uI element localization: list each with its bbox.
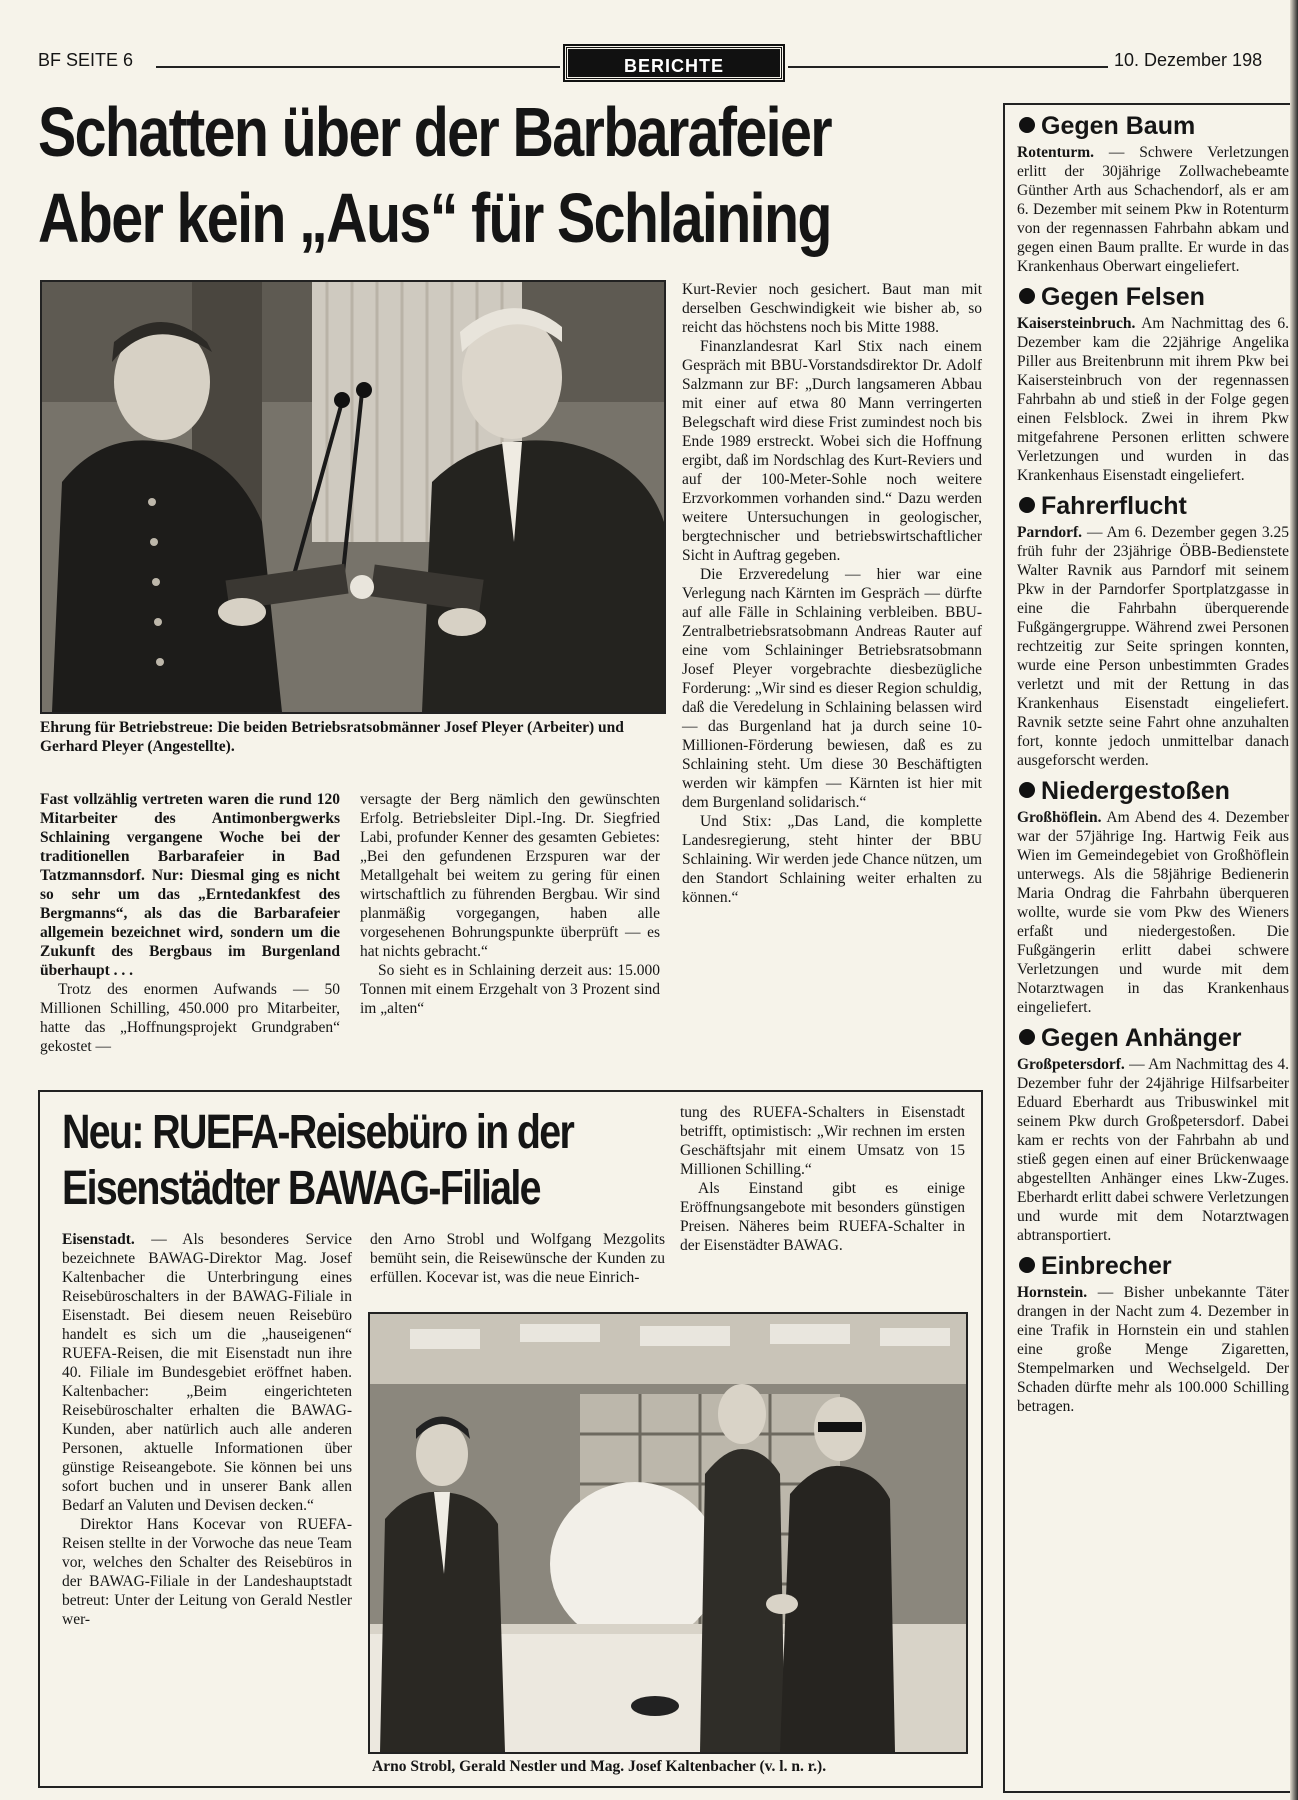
- main-headline-2: Aber kein „Aus“ für Schlaining: [38, 179, 831, 257]
- report-gegen-baum: [1005, 111, 1293, 276]
- report-text: Am Nachmittag des 6. Dezember kam die 22jährige Angelika Piller aus Breitenbrunn mit ihrem Pkw bei Kaisersteinbruch von der regennassen Fahrbahn ab und stieß in der Folge gegen einen Felsblock. Zwei in ihrem Pkw mitgefahrene Personen erlitten schwere Verletzungen und wurden in das Krankenhaus Eisenstadt eingeliefert.: [1017, 315, 1289, 484]
- report-gegen-anhaenger: [1005, 1023, 1293, 1245]
- main-paragraph: Und Stix: „Das Land, die komplette Landesregierung, steht hinter der BBU Schlaining. Wir werden jede Chance nützen, um den Standort Schlaining weiter erhalten zu können.“: [682, 813, 982, 906]
- bullet-icon: [1019, 1029, 1035, 1045]
- main-paragraph: Kurt-Revier noch gesichert. Baut man mit derselben Geschwindigkeit wie bisher ab, so reicht das höchstens noch bis Mitte 1988.: [682, 281, 982, 336]
- main-column-1: [40, 790, 340, 1056]
- bullet-icon: [1019, 1257, 1035, 1273]
- ruefa-headline-2: Eisenstädter BAWAG-Filiale: [62, 1162, 540, 1215]
- header-rule-right: [788, 66, 1108, 68]
- bullet-icon: [1019, 117, 1035, 133]
- report-einbrecher: [1005, 1251, 1293, 1416]
- report-text: — Am Nachmittag des 4. Dezember fuhr der 24jährige Hilfsarbeiter Eduard Eberhardt aus Tribuswinkel mit seinem Pkw durch Großpetersdorf. Dabei kam er rechts von der Fahrbahn ab und stieß gegen einen auf einer Brückenwaage abgestellten Anhänger eines Lkw-Zuges. Eberhardt erlitt dabei schwere Verletzungen und wurde mit dem Notarztwagen abtransportiert.: [1017, 1056, 1289, 1244]
- scan-edge: [1290, 0, 1298, 1800]
- report-text: — Am 6. Dezember gegen 3.25 früh fuhr der 23jährige ÖBB-Bedienstete Walter Ravnik aus Parndorf mit seinem Pkw in der Parndorfer Sportplatzgasse in eine die Fahrbahn überquerende Fußgängergruppe. Während zwei Personen rechtzeitig zur Seite springen konnten, wurde eine Person unbestimmten Grades verletzt und mit der Rettung in das Krankenhaus Eisenstadt eingeliefert. Ravnik setzte seine Fahrt ohne anzuhalten fort, konnte jedoch unmittelbar danach ausgeforscht werden.: [1017, 524, 1290, 769]
- report-gegen-felsen: [1005, 282, 1293, 485]
- ceremony-photo-caption: Ehrung für Betriebstreue: Die beiden Betriebsratsobmänner Josef Pleyer (Arbeiter) und Gerhard Pleyer (Angestellte).: [40, 719, 624, 755]
- report-place: Kaisersteinbruch.: [1017, 315, 1136, 332]
- report-text: — Schwere Verletzungen erlitt der 30jährige Zollwachebeamte Günther Arth aus Schachendorf, als er am 6. Dezember mit seinem Pkw in Rotenturm von der regennassen Fahrbahn abkam und gegen einen Baum prallte. Er wurde in das Krankenhaus Oberwart eingeliefert.: [1017, 144, 1289, 275]
- main-paragraph: Die Erzveredelung — hier war eine Verlegung nach Kärnten im Gespräch — dürfte auf alle Fälle in Schlaining verbleiben. BBU-Zentralbetriebsratsobmann Andreas Rauter auf eine vom Schlaininger Betriebsratsobmann Josef Pleyer vorgebrachte diesbezügliche Forderung: „Wir sind es dieser Region schuldig, daß die Veredelung in Schlaining belassen wird — das Burgenland hat ja durch seine 10-Millionen-Förderung bewiesen, daß es zu Schlaining steht. Um diese 30 Beschäftigten werden wir kämpfen — Kärnten ist hier mit dem Burgenland solidarisch.“: [682, 566, 982, 811]
- header-rule-left: [156, 66, 560, 68]
- bullet-icon: [1019, 288, 1035, 304]
- ceremony-photo: [40, 280, 666, 714]
- ruefa-column-2: [370, 1230, 665, 1287]
- police-report-sidebar: [1003, 103, 1293, 1793]
- ruefa-photo-caption: Arno Strobl, Gerald Nestler und Mag. Josef Kaltenbacher (v. l. n. r.).: [372, 1758, 827, 1775]
- ruefa-paragraph: Als Einstand gibt es einige Eröffnungsangebote mit besonders günstigen Preisen. Näheres beim RUEFA-Schalter in der Eisenstädter BAWAG.: [680, 1180, 965, 1254]
- main-column-2: [360, 790, 660, 1018]
- ruefa-column-3: [680, 1103, 965, 1255]
- main-paragraph: versagte der Berg nämlich den gewünschten Erfolg. Betriebsleiter Dipl.-Ing. Dr. Siegfried Labi, profunder Kenner des gesamten Gebietes: „Bei den gefundenen Erzspuren war der Metallgehalt bei weitem zu gering für einen wirtschaftlich zu führenden Bergbau. Wir sind planmäßig vorgegangen, haben alle vorgesehenen Bohrungspunkte überprüft — es hat nichts gebracht.“: [360, 791, 660, 960]
- ruefa-column-1: [62, 1230, 352, 1629]
- main-lead-paragraph: Fast vollzählig vertreten waren die rund 120 Mitarbeiter des Antimonbergwerks Schlaining vergangene Woche bei der traditionellen Barbarafeier in Bad Tatzmannsdorf. Nur: Diesmal ging es nicht so sehr um das „Erntedankfest des Bergmanns“, als das die Barbarafeier allgemein bezeichnet wird, sondern um die Zukunft des Bergbaus im Burgenland überhaupt . . .: [40, 791, 340, 979]
- ruefa-headline-1: Neu: RUEFA-Reisebüro in der: [62, 1106, 574, 1159]
- ceremony-photo-image: [42, 282, 664, 712]
- bullet-icon: [1019, 497, 1035, 513]
- main-paragraph: Trotz des enormen Aufwands — 50 Millionen Schilling, 450.000 pro Mitarbeiter, hatte das „Hoffnungsprojekt Grundgraben“ gekostet —: [40, 981, 340, 1055]
- report-title: Niedergestoßen: [1041, 777, 1230, 805]
- report-title: Fahrerflucht: [1041, 492, 1187, 520]
- issue-date: 10. Dezember 198: [1114, 50, 1263, 70]
- main-column-3: [682, 280, 982, 907]
- report-title: Gegen Felsen: [1041, 283, 1205, 311]
- main-paragraph: Finanzlandesrat Karl Stix nach einem Gespräch mit BBU-Vorstandsdirektor Dr. Adolf Salzmann zur BF: „Durch langsameren Abbau mit einer auf etwa 80 Mann verringerten Belegschaft wird diese Frist zumindest noch bis Ende 1989 erstreckt. Wobei sich die Hoffnung ergibt, daß im Nordschlag des Kurt-Reviers und auf der 100-Meter-Sohle noch weitere Erzvorkommen vorhanden sind.“ Dazu werden weitere Untersuchungen in geologischer, bergtechnischer und betriebswirtschaftlicher Sicht in Auftrag gegeben.: [682, 338, 982, 564]
- ruefa-team-photo: [368, 1312, 968, 1754]
- page-number: BF SEITE 6: [38, 50, 134, 70]
- report-niedergestossen: [1005, 776, 1293, 1017]
- report-title: Gegen Baum: [1041, 112, 1196, 140]
- report-place: Parndorf.: [1017, 524, 1083, 541]
- ruefa-paragraph: — Als besonderes Service bezeichnete BAWAG-Direktor Mag. Josef Kaltenbacher die Unterbringung eines Reisebüroschalters in der BAWAG-Filiale in Eisenstadt. Bei diesem neuen Reisebüro handelt es sich um die „hauseigenen“ RUEFA-Reisen, die mit Eisenstadt nun ihre 40. Filiale im Bundesgebiet eröffnet haben. Kaltenbacher: „Beim eingerichteten Reisebüroschalter erhalten die BAWAG-Kunden, aber natürlich auch alle anderen Personen, aktuelle Informationen über günstige Reiseangebote. Sie können bei uns sofort buchen und in unserer Bank allen Bedarf an Valuten und Devisen decken.“: [62, 1231, 352, 1514]
- report-text: — Bisher unbekannte Täter drangen in der Nacht zum 4. Dezember in eine Trafik in Hornstein ein und stahlen eine große Menge Zigaretten, Stempelmarken und Wechselgeld. Der Schaden dürfte mehr als 100.000 Schilling betragen.: [1017, 1284, 1289, 1415]
- bullet-icon: [1019, 782, 1035, 798]
- ruefa-team-photo-image: [370, 1314, 966, 1752]
- report-place: Großpetersdorf.: [1017, 1056, 1125, 1073]
- ruefa-paragraph: Direktor Hans Kocevar von RUEFA-Reisen stellte in der Vorwoche das neue Team vor, welches den Schalter des Reisebüros in der BAWAG-Filiale in der Landeshauptstadt betreut: Unter der Leitung von Gerald Nestler wer-: [62, 1516, 352, 1628]
- ruefa-dateline: Eisenstadt.: [62, 1231, 135, 1248]
- ruefa-paragraph: tung des RUEFA-Schalters in Eisenstadt betrifft, optimistisch: „Wir rechnen im ersten Geschäftsjahr mit einem Umsatz von 15 Millionen Schilling.“: [680, 1104, 965, 1178]
- ruefa-paragraph: den Arno Strobl und Wolfgang Mezgolits bemüht sein, die Reisewünsche der Kunden zu erfüllen. Kocevar ist, was die neue Einrich-: [370, 1231, 665, 1286]
- report-place: Hornstein.: [1017, 1284, 1088, 1301]
- report-title: Gegen Anhänger: [1041, 1024, 1242, 1052]
- report-text: Am Abend des 4. Dezember war der 57jährige Ing. Hartwig Feik aus Wien im Gemeindegebiet von Großhöflein unterwegs. Als die 58jährige Bedienerin Maria Ondrag die Fahrbahn überqueren wollte, wurde sie vom Pkw des Wieners erfaßt und niedergestoßen. Die Fußgängerin erlitt dabei schwere Verletzungen und wurde mit dem Notarztwagen in das Krankenhaus eingeliefert.: [1017, 809, 1289, 1016]
- main-headline-1: Schatten über der Barbarafeier: [38, 93, 831, 171]
- report-place: Rotenturm.: [1017, 144, 1095, 161]
- report-title: Einbrecher: [1041, 1252, 1172, 1280]
- report-fahrerflucht: [1005, 491, 1293, 770]
- section-label: BERICHTE: [565, 46, 783, 80]
- report-place: Großhöflein.: [1017, 809, 1102, 826]
- main-paragraph: So sieht es in Schlaining derzeit aus: 15.000 Tonnen mit einem Erzgehalt von 3 Prozent sind im „alten“: [360, 962, 660, 1017]
